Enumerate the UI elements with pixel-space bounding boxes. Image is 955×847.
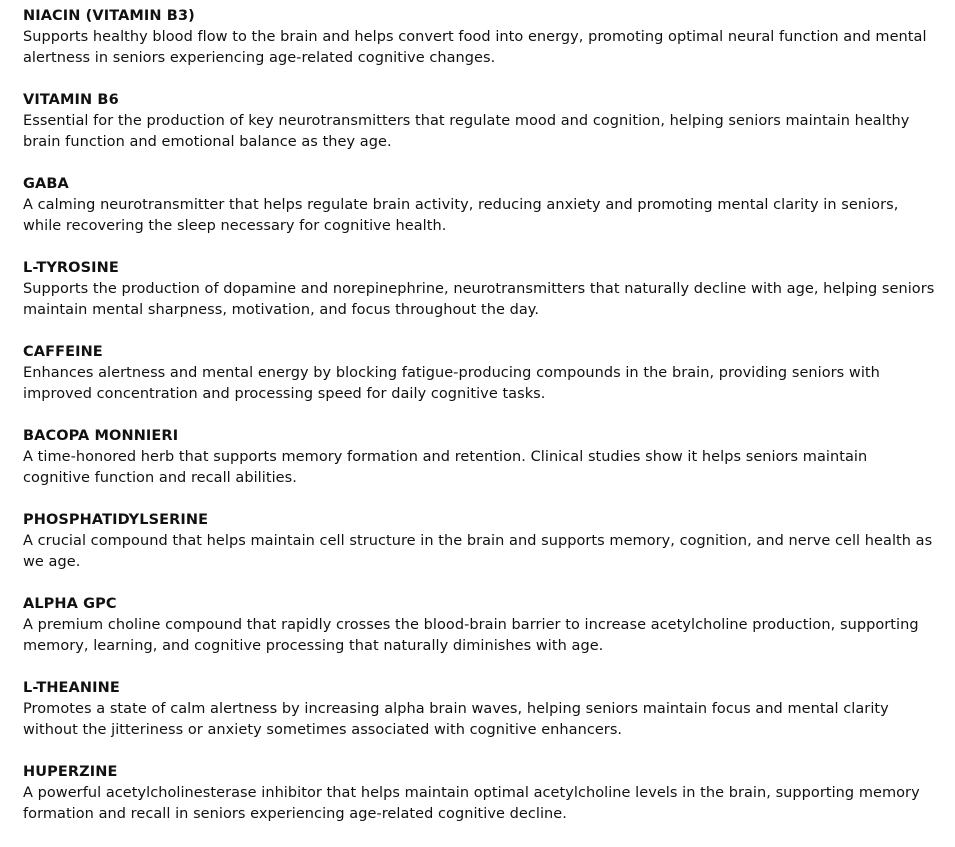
ingredient-title: HUPERZINE xyxy=(23,764,118,780)
ingredient-title: L-TYROSINE xyxy=(23,260,119,276)
ingredient-niacin xyxy=(23,7,935,91)
ingredient-vitamin-b6 xyxy=(23,91,935,175)
ingredient-l-theanine xyxy=(23,679,935,763)
ingredient-description: A time-honored herb that supports memory formation and retention. Clinical studies show it helps seniors maintain cognitive function and recall abilities. xyxy=(23,449,868,486)
ingredient-description: A crucial compound that helps maintain cell structure in the brain and supports memory, cognition, and nerve cell health as we age. xyxy=(23,533,933,570)
ingredient-title: BACOPA MONNIERI xyxy=(23,428,179,444)
ingredient-caffeine xyxy=(23,343,935,427)
ingredient-description: Promotes a state of calm alertness by increasing alpha brain waves, helping seniors maintain focus and mental clarity without the jitteriness or anxiety sometimes associated with cognitive enhancers. xyxy=(23,701,889,738)
ingredient-description: A premium choline compound that rapidly crosses the blood-brain barrier to increase acetylcholine production, supporting memory, learning, and cognitive processing that naturally diminishes with age. xyxy=(23,617,919,654)
ingredient-title: CAFFEINE xyxy=(23,344,103,360)
ingredient-title: ALPHA GPC xyxy=(23,596,117,612)
ingredient-description: Enhances alertness and mental energy by blocking fatigue-producing compounds in the brain, providing seniors with improved concentration and processing speed for daily cognitive tasks. xyxy=(23,365,880,402)
ingredient-title: PHOSPHATIDYLSERINE xyxy=(23,512,209,528)
ingredient-phosphatidylserine xyxy=(23,511,935,595)
ingredient-description: Essential for the production of key neurotransmitters that regulate mood and cognition, helping seniors maintain healthy brain function and emotional balance as they age. xyxy=(23,113,910,150)
ingredient-description: A calming neurotransmitter that helps regulate brain activity, reducing anxiety and promoting mental clarity in seniors, while recovering the sleep necessary for cognitive health. xyxy=(23,197,899,234)
ingredient-title: VITAMIN B6 xyxy=(23,92,119,108)
ingredient-bacopa-monnieri xyxy=(23,427,935,511)
ingredient-title: GABA xyxy=(23,176,69,192)
ingredient-gaba xyxy=(23,175,935,259)
ingredient-alpha-gpc xyxy=(23,595,935,679)
ingredient-description: Supports healthy blood flow to the brain and helps convert food into energy, promoting optimal neural function and mental alertness in seniors experiencing age-related cognitive changes. xyxy=(23,29,927,66)
ingredient-description: A powerful acetylcholinesterase inhibitor that helps maintain optimal acetylcholine levels in the brain, supporting memory formation and recall in seniors experiencing age-related cognitive decline. xyxy=(23,785,920,822)
ingredient-title: NIACIN (VITAMIN B3) xyxy=(23,8,195,24)
ingredient-huperzine xyxy=(23,763,935,847)
ingredient-l-tyrosine xyxy=(23,259,935,343)
ingredient-title: L-THEANINE xyxy=(23,680,120,696)
ingredient-description: Supports the production of dopamine and norepinephrine, neurotransmitters that naturally decline with age, helping seniors maintain mental sharpness, motivation, and focus throughout the day. xyxy=(23,281,935,318)
